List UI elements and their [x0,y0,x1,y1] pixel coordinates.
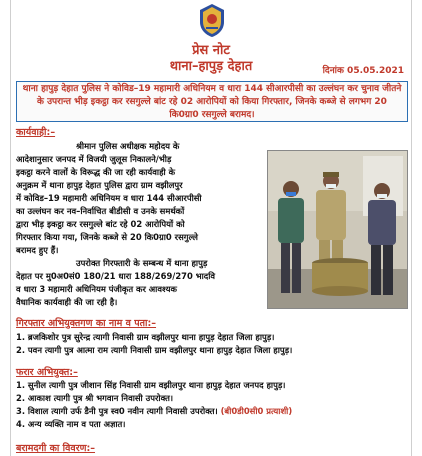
action-para1-line: आदेशानुसार जनपद में विजयी जुलूस निकालने/भीड़ [16,154,172,164]
action-paragraph-1 [16,140,262,309]
list-item: 2. आकाश त्यागी पुत्र श्री भगवान निवासी उपरोक्त। [16,393,174,403]
list-item-text: 3. विशाल त्यागी उर्फ डैनी पुत्र स्व0 नवीन त्यागी निवासी उपरोक्त। [16,406,218,416]
action-para1-line: में कोविड–19 महामारी अधिनियम व धारा 144 सीआरपीसी [16,193,202,203]
bdc-candidate-note: (बी0डी0सी0 प्रत्याशी) [220,406,293,416]
absconding-list [16,379,408,431]
action-para2-line: व धारा 3 महामारी अधिनियम पंजीकृत कर आवश्यक [16,284,177,294]
absconding-heading: फरार अभियुक्त:– [16,367,78,378]
list-item: 1. ब्रजकिशोर पुत्र सुरेन्द्र त्यागी निवासी ग्राम वझीलपुर थाना हापुड़ देहात जिला हापुड़। [16,332,275,342]
list-item [16,405,408,418]
list-item: 4. अन्य व्यक्ति नाम व पता अज्ञात। [16,419,126,429]
action-para1-first-line: श्रीमान पुलिस अधीक्षक महोदय के [76,141,180,151]
up-police-emblem [197,2,227,38]
action-para1-line: इकट्ठा करने वालों के विरूद्ध की जा रही कार्यवाही के [16,167,176,177]
arrested-heading: गिरफ्तार अभियुक्तगण का नाम व पता:– [16,318,157,329]
action-para1-line: अनुक्रम में थाना हापुड़ देहात पुलिस द्वारा ग्राम वझीलपुर [16,180,183,190]
station-title: थाना–हापुड़ देहात [169,59,253,74]
action-para1-line: बरामद हुए हैं। [16,245,59,255]
press-note-title: प्रेस नोट [192,43,230,58]
action-para2-line: देहात पर मु0अ0सं0 180/21 धारा 188/269/270 भादवि [16,271,216,281]
headline-box: थाना हापुड़ देहात पुलिस ने कोविड–19 महामारी अधिनियम व धारा 144 सीआरपीसी का उल्लंघन कर चुनाव जीतने के उपरान्त भीड़ इकट्ठा कर रसगुल्ले बांट रहे 02 आरोपियों को किया गिरफ्तार, जिनके कब्जे से लगभग 20 कि0ग्रा0 रसगुल्ले बरामद। [16,81,408,122]
action-para1-line: द्वारा भीड़ इकट्ठा कर रसगुल्ले बांट रहे 02 आरोपियों को [16,219,185,229]
list-item: 2. पवन त्यागी पुत्र आत्मा राम त्यागी निवासी ग्राम वझीलपुर थाना हापुड़ देहात जिला हापुड़। [16,345,293,355]
action-para1-line: गिरफ्तार किया गया, जिनके कब्जे से 20 कि0ग्रा0 रसगुल्ले [16,232,198,242]
press-date: दिनांक 05.05.2021 [322,66,404,76]
action-para2-line: वैधानिक कार्यवाही की जा रही है। [16,297,118,307]
arrest-photo [267,150,408,309]
action-para1-line: का उल्लंघन कर नव–निर्वाचित बीडीसी व उनके समर्थकों [16,206,185,216]
action-heading: कार्यवाही:– [16,127,56,138]
action-para2-first-line: उपरोक्त गिरफ्तारी के सम्बन्ध में थाना हापुड़ [76,258,208,268]
recovery-heading: बरामदगी का विवरण:– [16,443,96,454]
list-item: 1. सुनील त्यागी पुत्र जीशान सिंह निवासी ग्राम वझीलपुर थाना हापुड़ देहात जनपद हापुड़। [16,380,286,390]
arrested-list [16,331,408,357]
